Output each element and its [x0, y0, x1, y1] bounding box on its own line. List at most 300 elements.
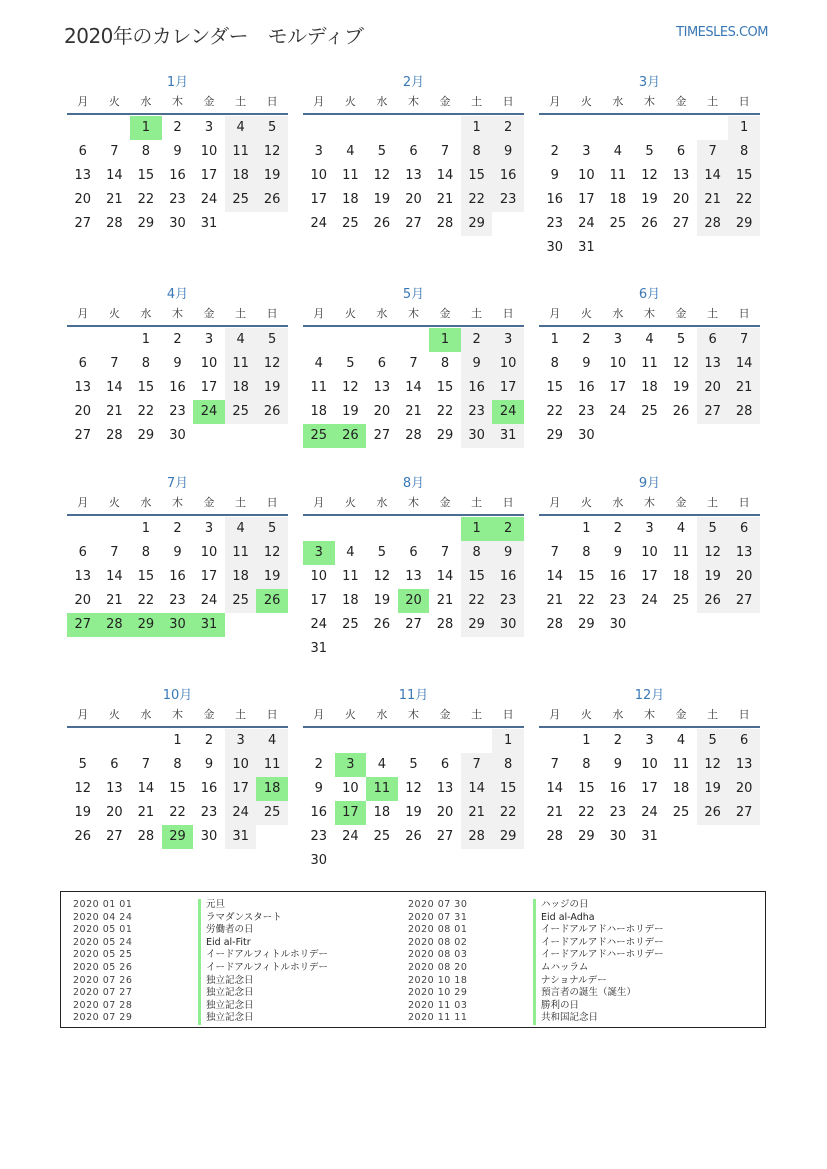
- weekday-label: 木: [407, 496, 419, 509]
- day-cell: 2: [204, 733, 214, 748]
- day-cell: 11: [672, 757, 690, 772]
- holiday-day-cell: 18: [256, 777, 288, 801]
- holiday-date: 2020 07 26: [73, 974, 133, 986]
- holiday-day-cell: 31: [193, 613, 225, 637]
- day-cell: 1: [492, 729, 524, 753]
- day-cell: 30: [578, 428, 595, 443]
- holiday-name: 独立記念日: [198, 1000, 254, 1013]
- holiday-name: イードアルアドハーホリデー: [533, 924, 663, 937]
- empty-cell: [303, 517, 335, 541]
- day-cell: 4: [645, 332, 654, 347]
- month-title: 10月: [162, 688, 193, 703]
- day-cell: 19: [256, 565, 288, 589]
- day-cell: 25: [672, 805, 690, 820]
- day-cell: 1: [582, 733, 591, 748]
- day-cell: 14: [106, 168, 123, 183]
- empty-cell: [335, 517, 367, 541]
- weekday-label: 木: [171, 708, 183, 721]
- weekday-label: 土: [707, 496, 719, 509]
- day-cell: 31: [641, 829, 658, 844]
- day-cell: 20: [697, 376, 729, 400]
- day-cell: 23: [169, 593, 186, 608]
- weekday-label: 木: [643, 708, 655, 721]
- day-cell: 13: [405, 569, 422, 584]
- holiday-name: 労働者の日: [198, 924, 254, 937]
- day-cell: 25: [256, 801, 288, 825]
- day-cell: 30: [169, 428, 186, 443]
- day-cell: 25: [609, 216, 627, 231]
- day-cell: 12: [405, 781, 422, 796]
- day-cell: 23: [546, 216, 564, 231]
- day-cell: 2: [550, 144, 559, 159]
- month-title: 1月: [166, 75, 189, 90]
- day-cell: 18: [373, 805, 391, 820]
- empty-cell: [697, 116, 729, 140]
- holiday-date: 2020 04 24: [73, 911, 133, 923]
- holiday-row: [73, 1000, 328, 1013]
- holiday-row: [408, 912, 663, 925]
- empty-cell: [571, 116, 603, 140]
- day-cell: 31: [492, 424, 524, 448]
- month-block: [539, 73, 760, 260]
- day-cell: 20: [106, 805, 123, 820]
- day-cell: 7: [110, 356, 119, 371]
- holiday-row: [73, 937, 328, 950]
- day-cell: 4: [676, 733, 686, 748]
- holiday-row: [408, 937, 663, 950]
- day-cell: 4: [225, 116, 257, 140]
- day-cell: 17: [578, 192, 595, 207]
- day-cell: 23: [461, 400, 493, 424]
- day-cell: 2: [461, 328, 493, 352]
- day-cell: 20: [436, 805, 454, 820]
- day-cell: 16: [609, 781, 627, 796]
- weekday-label: 土: [235, 95, 247, 108]
- day-cell: 5: [256, 517, 288, 541]
- day-cell: 3: [492, 328, 524, 352]
- day-cell: 19: [256, 376, 288, 400]
- weekday-header: [303, 494, 524, 516]
- weekday-label: 金: [439, 496, 451, 509]
- weekday-label: 金: [439, 307, 451, 320]
- weekday-label: 火: [580, 708, 592, 721]
- day-cell: 17: [641, 781, 658, 796]
- holiday-day-cell: 11: [366, 777, 398, 801]
- holiday-column-left: [73, 899, 328, 1025]
- day-cell: 31: [200, 216, 218, 231]
- day-grid: [303, 517, 524, 661]
- weekday-label: 月: [549, 307, 561, 320]
- day-cell: 11: [609, 168, 627, 183]
- weekday-label: 水: [140, 307, 152, 320]
- day-cell: 26: [74, 829, 92, 844]
- day-cell: 17: [200, 380, 218, 395]
- holiday-date: 2020 05 24: [73, 936, 133, 948]
- empty-cell: [602, 116, 634, 140]
- day-cell: 7: [550, 545, 559, 560]
- day-cell: 17: [310, 593, 328, 608]
- holiday-name: 勝利の日: [533, 1000, 579, 1013]
- day-cell: 26: [405, 829, 422, 844]
- empty-cell: [67, 517, 99, 541]
- day-cell: 6: [78, 144, 87, 159]
- day-cell: 21: [436, 593, 454, 608]
- weekday-label: 水: [376, 95, 388, 108]
- day-cell: 26: [672, 404, 690, 419]
- holiday-day-cell: 3: [335, 753, 367, 777]
- day-cell: 12: [697, 541, 729, 565]
- day-cell: 8: [141, 356, 151, 371]
- day-cell: 14: [137, 781, 155, 796]
- day-cell: 12: [342, 380, 359, 395]
- empty-cell: [366, 116, 398, 140]
- day-cell: 9: [613, 757, 623, 772]
- day-cell: 19: [373, 192, 391, 207]
- weekday-label: 木: [643, 307, 655, 320]
- day-cell: 25: [373, 829, 391, 844]
- day-cell: 27: [697, 400, 729, 424]
- holiday-date: 2020 08 03: [408, 949, 468, 961]
- day-cell: 16: [200, 781, 218, 796]
- weekday-label: 火: [580, 307, 592, 320]
- day-cell: 18: [641, 380, 658, 395]
- holiday-date: 2020 05 26: [73, 961, 133, 973]
- month-title: 12月: [634, 688, 665, 703]
- weekday-label: 水: [140, 496, 152, 509]
- day-cell: 13: [74, 569, 92, 584]
- day-cell: 13: [106, 781, 123, 796]
- weekday-header: [303, 93, 524, 115]
- month-block: [67, 686, 288, 849]
- holiday-day-cell: 24: [492, 400, 524, 424]
- weekday-label: 土: [235, 307, 247, 320]
- day-cell: 16: [578, 380, 595, 395]
- day-cell: 21: [137, 805, 155, 820]
- day-cell: 16: [492, 164, 524, 188]
- day-cell: 5: [377, 144, 387, 159]
- day-cell: 24: [310, 216, 328, 231]
- weekday-label: 月: [549, 708, 561, 721]
- day-cell: 21: [546, 805, 564, 820]
- day-cell: 19: [697, 777, 729, 801]
- day-cell: 19: [373, 593, 391, 608]
- weekday-label: 水: [612, 708, 624, 721]
- day-cell: 30: [310, 853, 328, 868]
- day-cell: 10: [609, 356, 627, 371]
- weekday-header: [67, 305, 288, 327]
- month-title: 8月: [402, 476, 425, 491]
- day-cell: 10: [200, 144, 218, 159]
- empty-cell: [303, 729, 335, 753]
- month-title: 11月: [398, 688, 429, 703]
- day-cell: 22: [492, 801, 524, 825]
- holiday-day-cell: 3: [303, 541, 335, 565]
- holiday-date: 2020 11 03: [408, 999, 468, 1011]
- holiday-name: イードアルフィトルホリデー: [198, 949, 328, 962]
- day-cell: 24: [200, 192, 218, 207]
- day-cell: 7: [461, 753, 493, 777]
- day-cell: 17: [200, 168, 218, 183]
- day-cell: 15: [578, 569, 595, 584]
- day-cell: 1: [141, 332, 151, 347]
- day-cell: 19: [74, 805, 92, 820]
- day-cell: 3: [204, 521, 214, 536]
- weekday-label: 土: [471, 95, 483, 108]
- day-cell: 5: [697, 729, 729, 753]
- empty-cell: [99, 328, 131, 352]
- month-title: 2月: [402, 75, 425, 90]
- day-cell: 13: [728, 541, 760, 565]
- day-cell: 22: [137, 593, 155, 608]
- day-cell: 10: [310, 168, 328, 183]
- weekday-label: 金: [439, 708, 451, 721]
- weekday-label: 火: [344, 708, 356, 721]
- day-cell: 30: [609, 617, 627, 632]
- weekday-header: [539, 494, 760, 516]
- weekday-label: 土: [235, 496, 247, 509]
- day-cell: 8: [461, 541, 493, 565]
- day-cell: 11: [225, 541, 257, 565]
- day-cell: 28: [461, 825, 493, 849]
- day-cell: 14: [461, 777, 493, 801]
- day-cell: 8: [492, 753, 524, 777]
- holiday-name: 独立記念日: [198, 987, 254, 1000]
- day-grid: [303, 729, 524, 873]
- month-block: [303, 686, 524, 873]
- day-cell: 23: [609, 593, 627, 608]
- day-cell: 3: [582, 144, 591, 159]
- empty-cell: [335, 729, 367, 753]
- empty-cell: [539, 116, 571, 140]
- day-cell: 21: [461, 801, 493, 825]
- day-cell: 8: [141, 545, 151, 560]
- day-cell: 18: [342, 593, 359, 608]
- empty-cell: [634, 116, 666, 140]
- day-cell: 4: [346, 545, 355, 560]
- day-cell: 23: [578, 404, 595, 419]
- holiday-name: イードアルフィトルホリデー: [198, 962, 328, 975]
- holiday-day-cell: 30: [162, 613, 194, 637]
- day-cell: 24: [225, 801, 257, 825]
- empty-cell: [429, 729, 461, 753]
- holiday-day-cell: 1: [130, 116, 162, 140]
- day-cell: 14: [546, 781, 564, 796]
- day-cell: 23: [169, 404, 186, 419]
- holiday-row: [73, 962, 328, 975]
- weekday-label: 火: [580, 95, 592, 108]
- day-cell: 27: [373, 428, 391, 443]
- weekday-label: 水: [612, 496, 624, 509]
- day-cell: 25: [342, 216, 359, 231]
- day-cell: 30: [546, 240, 564, 255]
- day-cell: 28: [405, 428, 422, 443]
- holiday-day-cell: 29: [130, 613, 162, 637]
- day-cell: 27: [672, 216, 690, 231]
- day-cell: 4: [256, 729, 288, 753]
- empty-cell: [99, 517, 131, 541]
- holiday-row: [73, 924, 328, 937]
- weekday-label: 木: [171, 496, 183, 509]
- holiday-date: 2020 01 01: [73, 899, 133, 910]
- day-cell: 24: [641, 593, 658, 608]
- day-cell: 2: [173, 521, 182, 536]
- day-cell: 1: [173, 733, 182, 748]
- day-cell: 4: [225, 517, 257, 541]
- day-cell: 28: [546, 617, 564, 632]
- day-cell: 15: [461, 565, 493, 589]
- day-cell: 27: [74, 428, 92, 443]
- holiday-date: 2020 08 02: [408, 936, 468, 948]
- day-cell: 20: [672, 192, 690, 207]
- day-cell: 22: [546, 404, 564, 419]
- day-cell: 15: [578, 781, 595, 796]
- day-cell: 22: [436, 404, 454, 419]
- day-cell: 14: [697, 164, 729, 188]
- day-cell: 26: [256, 400, 288, 424]
- day-cell: 31: [310, 641, 328, 656]
- day-cell: 12: [373, 569, 391, 584]
- holiday-list: [60, 891, 766, 1028]
- holiday-date: 2020 07 30: [408, 899, 468, 910]
- day-cell: 11: [672, 545, 690, 560]
- day-cell: 28: [546, 829, 564, 844]
- empty-cell: [429, 116, 461, 140]
- day-cell: 26: [256, 188, 288, 212]
- day-cell: 19: [256, 164, 288, 188]
- day-cell: 27: [728, 801, 760, 825]
- empty-cell: [398, 328, 430, 352]
- holiday-column-right: [408, 899, 663, 1025]
- day-cell: 6: [728, 729, 760, 753]
- weekday-label: 日: [266, 95, 278, 108]
- weekday-label: 土: [471, 496, 483, 509]
- holiday-day-cell: 26: [256, 589, 288, 613]
- day-cell: 10: [310, 569, 328, 584]
- empty-cell: [99, 729, 131, 753]
- day-grid: [303, 116, 524, 236]
- day-cell: 22: [578, 593, 595, 608]
- weekday-label: 木: [643, 496, 655, 509]
- holiday-row: [408, 962, 663, 975]
- day-cell: 27: [405, 617, 422, 632]
- weekday-label: 日: [502, 307, 514, 320]
- weekday-label: 金: [203, 307, 215, 320]
- day-grid: [539, 517, 760, 637]
- day-grid: [539, 116, 760, 260]
- day-cell: 17: [609, 380, 627, 395]
- day-cell: 22: [728, 188, 760, 212]
- month-title: 7月: [166, 476, 189, 491]
- day-cell: 5: [676, 332, 686, 347]
- holiday-row: [73, 987, 328, 1000]
- weekday-label: 木: [407, 307, 419, 320]
- day-cell: 3: [225, 729, 257, 753]
- empty-cell: [429, 517, 461, 541]
- day-cell: 23: [492, 188, 524, 212]
- day-cell: 31: [578, 240, 595, 255]
- empty-cell: [335, 328, 367, 352]
- day-cell: 30: [461, 424, 493, 448]
- month-block: [303, 285, 524, 448]
- holiday-name: ハッジの日: [533, 899, 589, 912]
- day-cell: 12: [256, 140, 288, 164]
- holiday-row: [408, 975, 663, 988]
- weekday-label: 月: [313, 496, 325, 509]
- holiday-date: 2020 10 18: [408, 974, 468, 986]
- day-cell: 12: [256, 352, 288, 376]
- day-cell: 24: [578, 216, 595, 231]
- day-cell: 22: [578, 805, 595, 820]
- day-cell: 14: [405, 380, 422, 395]
- day-cell: 20: [405, 192, 422, 207]
- day-cell: 21: [436, 192, 454, 207]
- day-cell: 2: [613, 733, 623, 748]
- weekday-label: 日: [738, 95, 750, 108]
- holiday-date: 2020 07 31: [408, 911, 468, 923]
- day-cell: 10: [641, 757, 658, 772]
- day-cell: 12: [641, 168, 658, 183]
- day-cell: 5: [377, 545, 387, 560]
- holiday-row: [408, 899, 663, 912]
- day-cell: 13: [373, 380, 391, 395]
- day-cell: 8: [141, 144, 151, 159]
- empty-cell: [539, 517, 571, 541]
- day-cell: 29: [578, 617, 595, 632]
- day-cell: 24: [641, 805, 658, 820]
- day-cell: 28: [436, 216, 454, 231]
- day-cell: 11: [225, 140, 257, 164]
- weekday-label: 水: [140, 95, 152, 108]
- weekday-header: [67, 706, 288, 728]
- weekday-label: 火: [580, 496, 592, 509]
- day-cell: 14: [436, 569, 454, 584]
- day-cell: 10: [578, 168, 595, 183]
- day-cell: 17: [492, 376, 524, 400]
- day-cell: 29: [728, 212, 760, 236]
- day-cell: 15: [137, 168, 155, 183]
- day-cell: 31: [225, 825, 257, 849]
- weekday-label: 木: [643, 95, 655, 108]
- weekday-label: 月: [549, 496, 561, 509]
- day-cell: 8: [550, 356, 559, 371]
- day-cell: 4: [377, 757, 387, 772]
- day-cell: 9: [314, 781, 323, 796]
- day-cell: 6: [377, 356, 387, 371]
- day-cell: 25: [225, 589, 257, 613]
- holiday-row: [73, 949, 328, 962]
- day-cell: 7: [110, 545, 119, 560]
- weekday-label: 水: [612, 307, 624, 320]
- empty-cell: [366, 517, 398, 541]
- day-cell: 16: [492, 565, 524, 589]
- day-cell: 29: [137, 216, 155, 231]
- weekday-label: 月: [77, 708, 89, 721]
- weekday-label: 火: [344, 496, 356, 509]
- day-cell: 12: [373, 168, 391, 183]
- day-cell: 12: [697, 753, 729, 777]
- holiday-row: [408, 1012, 663, 1025]
- day-cell: 6: [676, 144, 686, 159]
- site-name[interactable]: TIMESLES.COM: [676, 25, 768, 40]
- day-cell: 4: [314, 356, 323, 371]
- weekday-label: 金: [203, 496, 215, 509]
- day-cell: 17: [641, 569, 658, 584]
- day-cell: 20: [373, 404, 391, 419]
- day-cell: 13: [405, 168, 422, 183]
- holiday-name: Eid al-Adha: [533, 912, 595, 925]
- holiday-name: 独立記念日: [198, 1012, 254, 1025]
- day-cell: 9: [613, 545, 623, 560]
